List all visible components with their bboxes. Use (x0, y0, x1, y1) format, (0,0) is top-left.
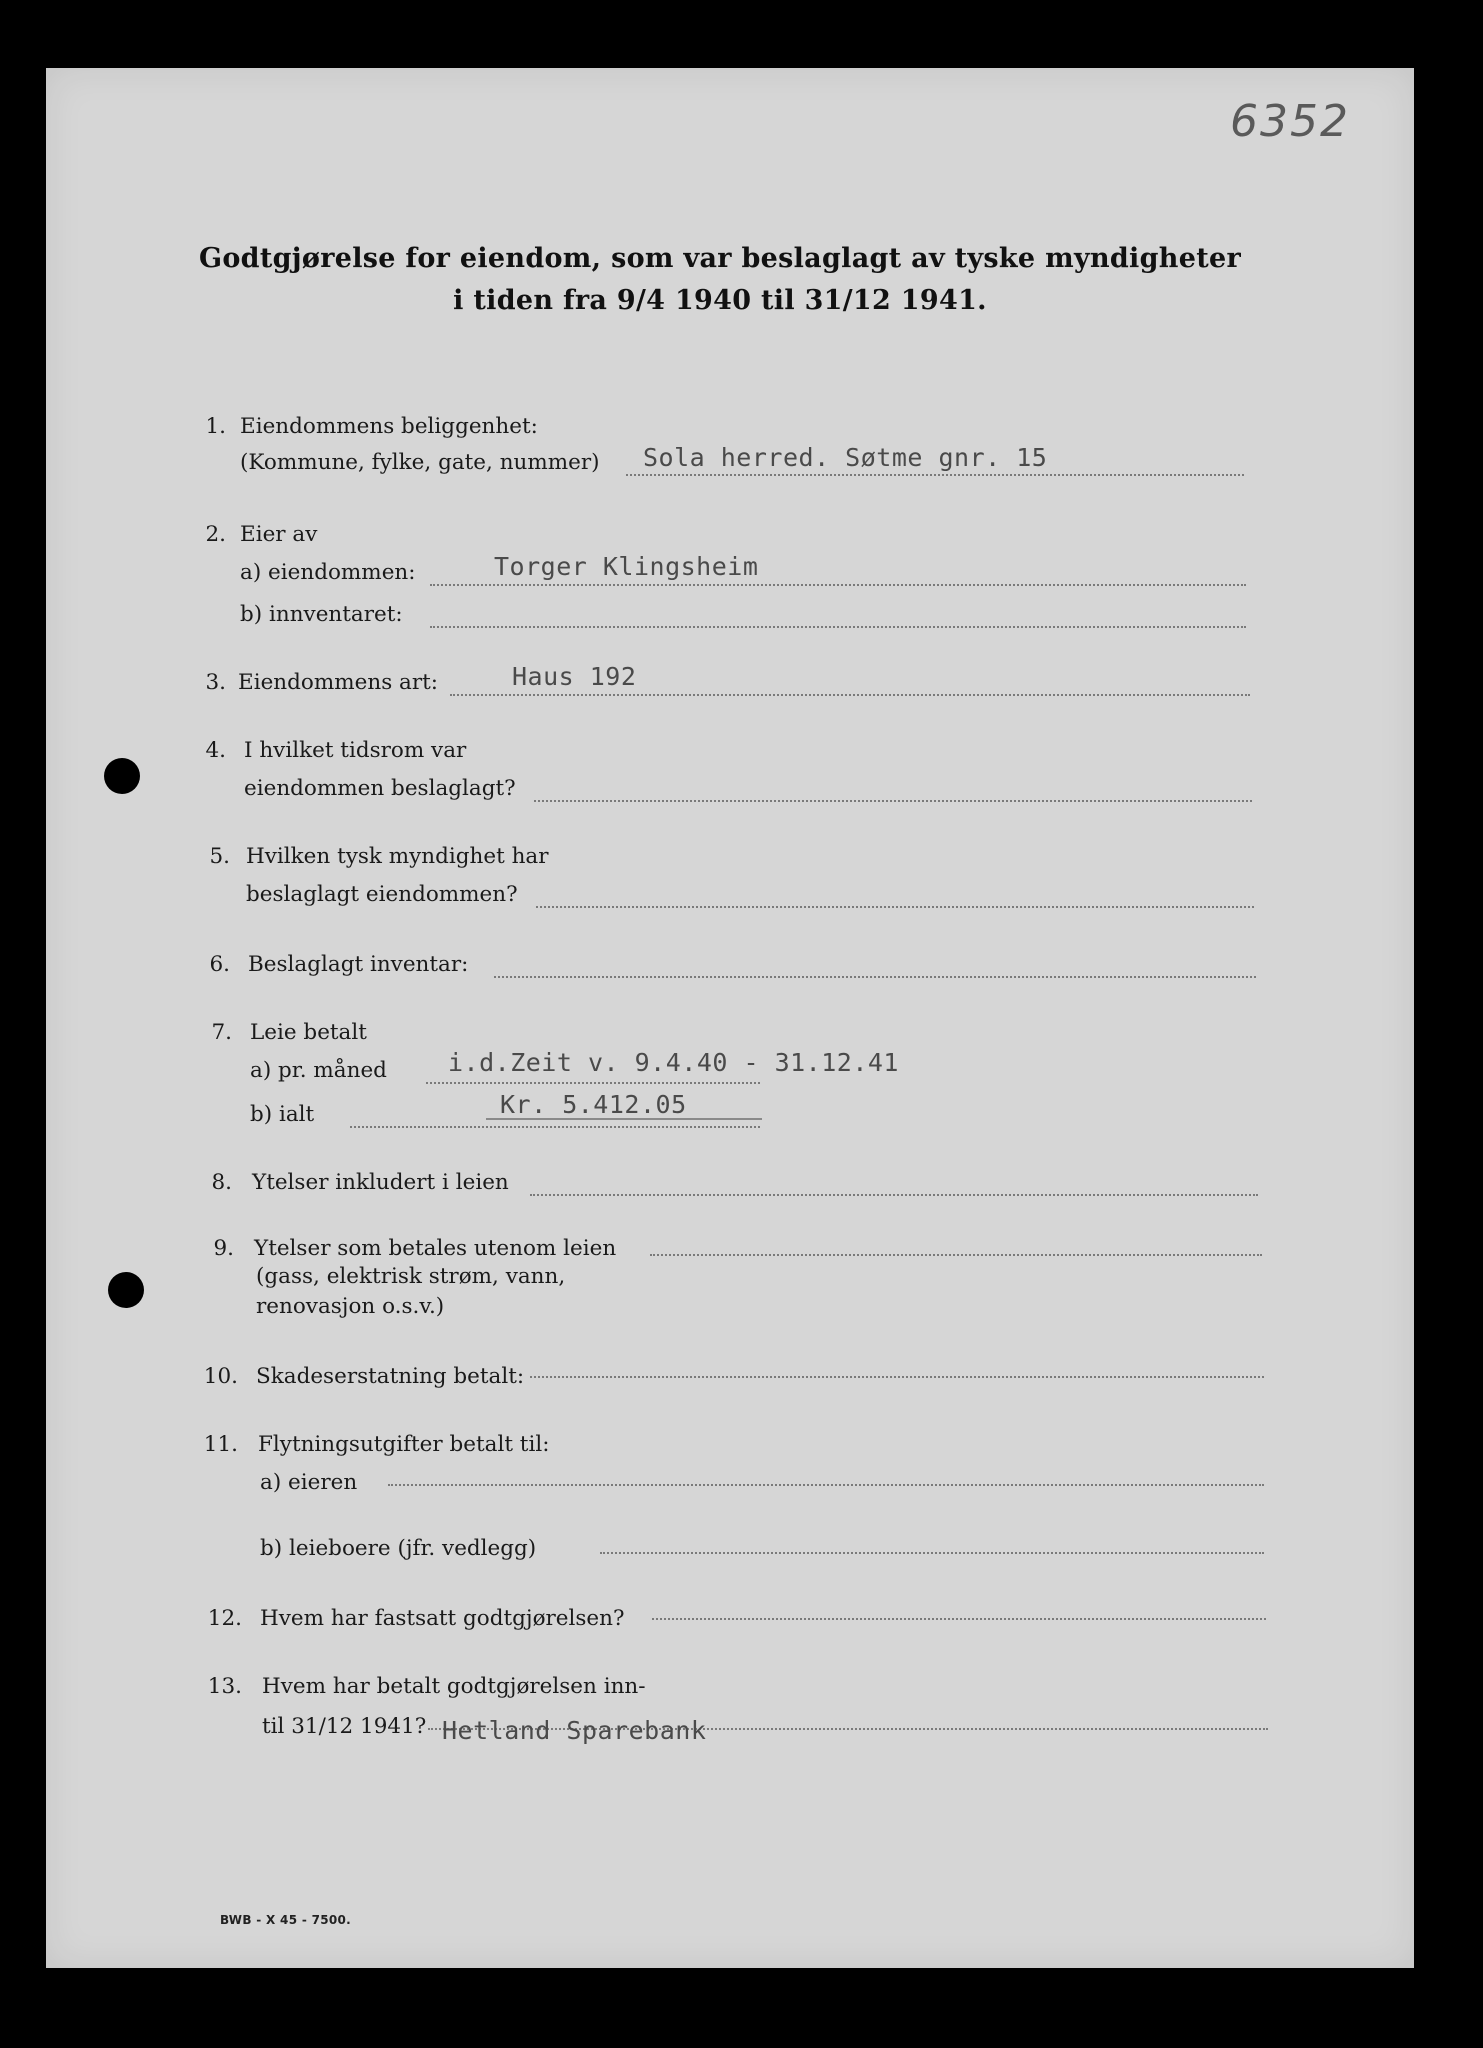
item-6-number: 6. (209, 952, 230, 977)
item-8-label: Ytelser inkludert i leien (252, 1170, 509, 1195)
item-10-label: Skadeserstatning betalt: (256, 1364, 525, 1389)
item-12-dotted-line (652, 1618, 1266, 1620)
item-1-value: Sola herred. Søtme gnr. 15 (643, 443, 1048, 472)
form-title-line-1: Godtgjørelse for eiendom, som var beslaglagt av tyske myndigheter (199, 243, 1241, 274)
item-13-number: 13. (207, 1674, 242, 1699)
item-11a-label: a) eieren (260, 1470, 358, 1495)
item-3-dotted-line (450, 694, 1250, 696)
handwritten-page-number: 6352 (1230, 96, 1350, 147)
item-12-number: 12. (207, 1606, 242, 1631)
item-7b-value: Kr. 5.412.05 (500, 1090, 687, 1119)
item-4-sublabel: eiendommen beslaglagt? (244, 776, 516, 801)
item-13-sublabel: til 31/12 1941? (262, 1714, 427, 1739)
item-3-value: Haus 192 (512, 662, 637, 691)
form-title-line-2: i tiden fra 9/4 1940 til 31/12 1941. (453, 285, 987, 316)
item-3-number: 3. (205, 670, 226, 695)
item-1-sublabel: (Kommune, fylke, gate, nummer) (240, 450, 600, 475)
item-2a-label: a) eiendommen: (240, 560, 416, 585)
item-1-label: Eiendommens beliggenhet: (240, 414, 538, 439)
item-7a-dotted-line (426, 1082, 760, 1084)
item-8-dotted-line (530, 1194, 1258, 1196)
item-11-number: 11. (203, 1432, 238, 1457)
item-4-number: 4. (205, 738, 226, 763)
punch-hole-lower (108, 1272, 144, 1308)
item-6-label: Beslaglagt inventar: (248, 952, 469, 977)
item-5-sublabel: beslaglagt eiendommen? (246, 882, 518, 907)
item-10-dotted-line (530, 1376, 1264, 1378)
item-9-number: 9. (213, 1236, 234, 1261)
item-2a-dotted-line (430, 584, 1246, 586)
item-1-number: 1. (205, 414, 226, 439)
item-1-dotted-line (626, 474, 1244, 476)
item-10-number: 10. (203, 1364, 238, 1389)
item-9-label: Ytelser som betales utenom leien (254, 1236, 617, 1261)
item-2a-value: Torger Klingsheim (494, 552, 759, 581)
item-13-value: Hetland Sparebank (442, 1716, 707, 1745)
item-4-dotted-line (534, 800, 1252, 802)
item-7-number: 7. (211, 1020, 232, 1045)
printer-footer: BWB - X 45 - 7500. (220, 1913, 352, 1927)
item-2-label: Eier av (240, 522, 318, 547)
item-9-dotted-line (650, 1254, 1262, 1256)
item-8-number: 8. (211, 1170, 232, 1195)
item-11-label: Flytningsutgifter betalt til: (258, 1432, 550, 1457)
item-5-label: Hvilken tysk myndighet har (246, 844, 549, 869)
item-7a-label: a) pr. måned (250, 1058, 387, 1083)
item-7b-label: b) ialt (250, 1102, 315, 1127)
item-2b-label: b) innventaret: (240, 602, 403, 627)
item-4-label: I hvilket tidsrom var (244, 738, 467, 763)
item-6-dotted-line (494, 976, 1256, 978)
punch-hole-upper (104, 758, 140, 794)
item-7-label: Leie betalt (250, 1020, 367, 1045)
form-title (180, 238, 1260, 322)
item-13-label: Hvem har betalt godtgjørelsen inn- (262, 1674, 646, 1699)
item-2-number: 2. (205, 522, 226, 547)
item-11b-dotted-line (600, 1552, 1264, 1554)
item-11a-dotted-line (388, 1484, 1264, 1486)
item-9-sublabel-2: renovasjon o.s.v.) (256, 1294, 445, 1319)
item-5-number: 5. (209, 844, 230, 869)
item-11b-label: b) leieboere (jfr. vedlegg) (260, 1536, 537, 1561)
item-9-sublabel-1: (gass, elektrisk strøm, vann, (256, 1264, 566, 1289)
form-paper (46, 68, 1414, 1968)
item-7a-value: i.d.Zeit v. 9.4.40 - 31.12.41 (448, 1048, 899, 1077)
item-7b-dotted-line (350, 1126, 760, 1128)
item-3-label: Eiendommens art: (238, 670, 439, 695)
item-12-label: Hvem har fastsatt godtgjørelsen? (260, 1606, 625, 1631)
item-5-dotted-line (536, 906, 1254, 908)
item-2b-dotted-line (430, 626, 1246, 628)
